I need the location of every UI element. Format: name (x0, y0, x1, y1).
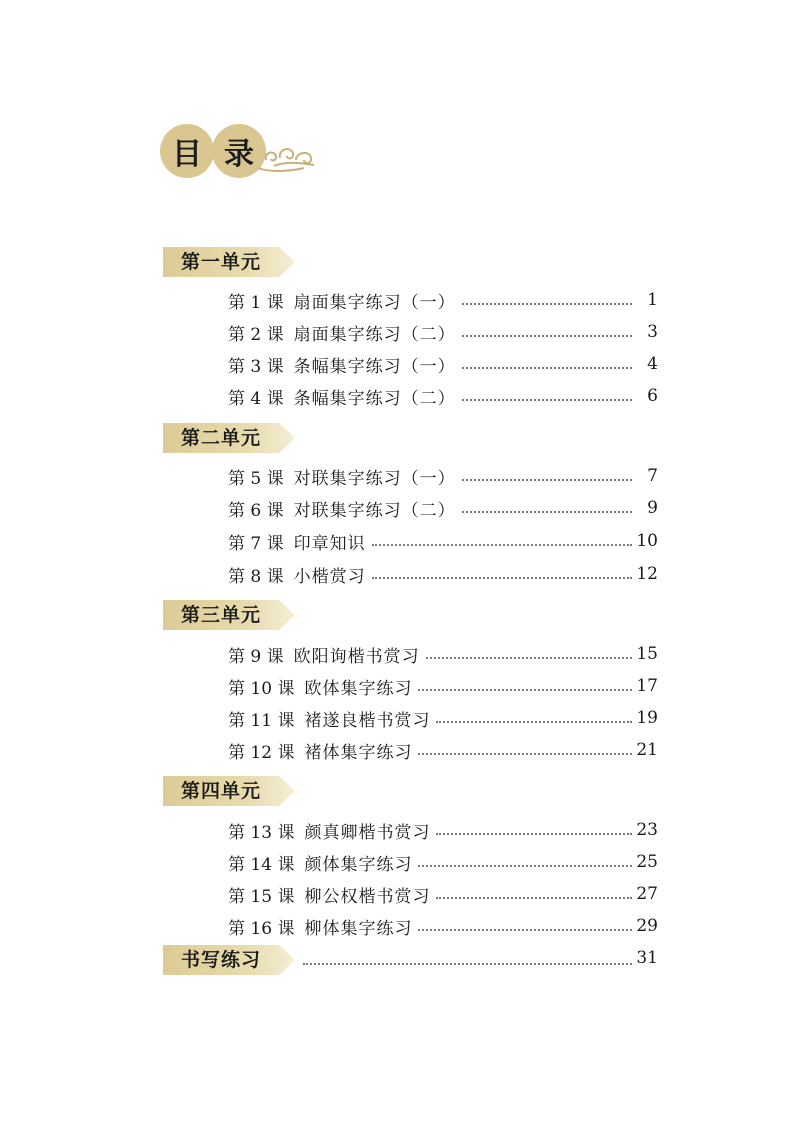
lesson-number: 第 11 课 (228, 710, 295, 731)
page-number: 3 (647, 322, 658, 342)
lesson-name: 欧体集字练习 (304, 678, 413, 699)
page-number: 10 (636, 531, 658, 551)
lesson-name: 条幅集字练习（一） (293, 356, 456, 377)
page-number: 6 (647, 386, 658, 406)
lesson-name: 小楷赏习 (293, 566, 366, 587)
toc-entry-writing-practice[interactable] (163, 945, 658, 975)
lesson-name: 柳公权楷书赏习 (304, 886, 431, 907)
dot-leader (426, 657, 632, 659)
lesson-number: 第 14 课 (228, 854, 295, 875)
page-number: 19 (636, 708, 658, 728)
page-number: 12 (636, 564, 658, 584)
title-char-1: 目 (160, 124, 214, 178)
dot-leader (436, 721, 632, 723)
lesson-number: 第 13 课 (228, 822, 295, 843)
toc-entry[interactable] (228, 817, 658, 843)
lesson-name: 褚遂良楷书赏习 (304, 710, 431, 731)
lesson-number: 第 12 课 (228, 742, 295, 763)
lesson-number: 第 6 课 (228, 500, 284, 521)
lesson-name: 柳体集字练习 (304, 918, 413, 939)
lesson-number: 第 1 课 (228, 292, 284, 313)
dot-leader (462, 367, 632, 369)
lesson-number: 第 7 课 (228, 533, 284, 554)
lesson-number: 第 2 课 (228, 324, 284, 345)
toc-title (160, 124, 320, 188)
toc-entry[interactable] (228, 495, 658, 521)
lesson-name: 印章知识 (293, 533, 366, 554)
toc-entry[interactable] (228, 705, 658, 731)
lesson-name: 欧阳询楷书赏习 (293, 646, 420, 667)
unit-label: 第三单元 (181, 604, 262, 626)
page-number: 21 (636, 740, 658, 760)
lesson-number: 第 16 课 (228, 918, 295, 939)
toc-entry[interactable] (228, 287, 658, 313)
lesson-name: 对联集字练习（二） (293, 500, 456, 521)
toc-entry[interactable] (228, 319, 658, 345)
dot-leader (418, 753, 632, 755)
dot-leader (436, 833, 632, 835)
unit-label: 书写练习 (181, 949, 262, 971)
toc-entry[interactable] (228, 849, 658, 875)
lesson-name: 颜真卿楷书赏习 (304, 822, 431, 843)
writing-practice-header (163, 945, 295, 975)
dot-leader (372, 577, 632, 579)
page-number: 27 (636, 884, 658, 904)
lesson-name: 颜体集字练习 (304, 854, 413, 875)
dot-leader (462, 399, 632, 401)
page-number: 23 (636, 820, 658, 840)
page-number: 25 (636, 852, 658, 872)
toc-entry[interactable] (228, 351, 658, 377)
dot-leader (372, 544, 632, 546)
dot-leader (462, 479, 632, 481)
lesson-number: 第 15 课 (228, 886, 295, 907)
dot-leader (462, 335, 632, 337)
lesson-number: 第 4 课 (228, 388, 284, 409)
page-number: 29 (636, 916, 658, 936)
dot-leader (303, 963, 632, 965)
lesson-number: 第 9 课 (228, 646, 284, 667)
toc-entry[interactable] (228, 881, 658, 907)
dot-leader (436, 897, 632, 899)
lesson-name: 扇面集字练习（一） (293, 292, 456, 313)
lesson-name: 对联集字练习（一） (293, 468, 456, 489)
toc-entry[interactable] (228, 383, 658, 409)
toc-entry[interactable] (228, 673, 658, 699)
lesson-number: 第 5 课 (228, 468, 284, 489)
dot-leader (418, 929, 632, 931)
dot-leader (462, 511, 632, 513)
toc-entry[interactable] (228, 641, 658, 667)
unit-header-1[interactable] (163, 247, 295, 277)
lesson-name: 条幅集字练习（二） (293, 388, 456, 409)
unit-header-2[interactable] (163, 423, 295, 453)
lesson-name: 扇面集字练习（二） (293, 324, 456, 345)
toc-entry[interactable] (228, 463, 658, 489)
lesson-number: 第 3 课 (228, 356, 284, 377)
lesson-number: 第 10 课 (228, 678, 295, 699)
toc-entry[interactable] (228, 737, 658, 763)
dot-leader (462, 303, 632, 305)
toc-entry[interactable] (228, 913, 658, 939)
title-char-2: 录 (212, 124, 266, 178)
cloud-ornament-icon (256, 138, 318, 174)
dot-leader (418, 865, 632, 867)
unit-header-3[interactable] (163, 600, 295, 630)
page-number: 4 (647, 354, 658, 374)
page-number: 7 (647, 466, 658, 486)
unit-label: 第二单元 (181, 427, 262, 449)
page-number: 17 (636, 676, 658, 696)
dot-leader (418, 689, 632, 691)
page-number: 9 (647, 498, 658, 518)
page-number: 15 (636, 644, 658, 664)
unit-label: 第四单元 (181, 780, 262, 802)
page-number: 31 (636, 948, 658, 968)
unit-header-4[interactable] (163, 776, 295, 806)
unit-label: 第一单元 (181, 251, 262, 273)
toc-entry[interactable] (228, 528, 658, 554)
toc-entry[interactable] (228, 561, 658, 587)
lesson-number: 第 8 课 (228, 566, 284, 587)
page-number: 1 (647, 290, 658, 310)
lesson-name: 褚体集字练习 (304, 742, 413, 763)
